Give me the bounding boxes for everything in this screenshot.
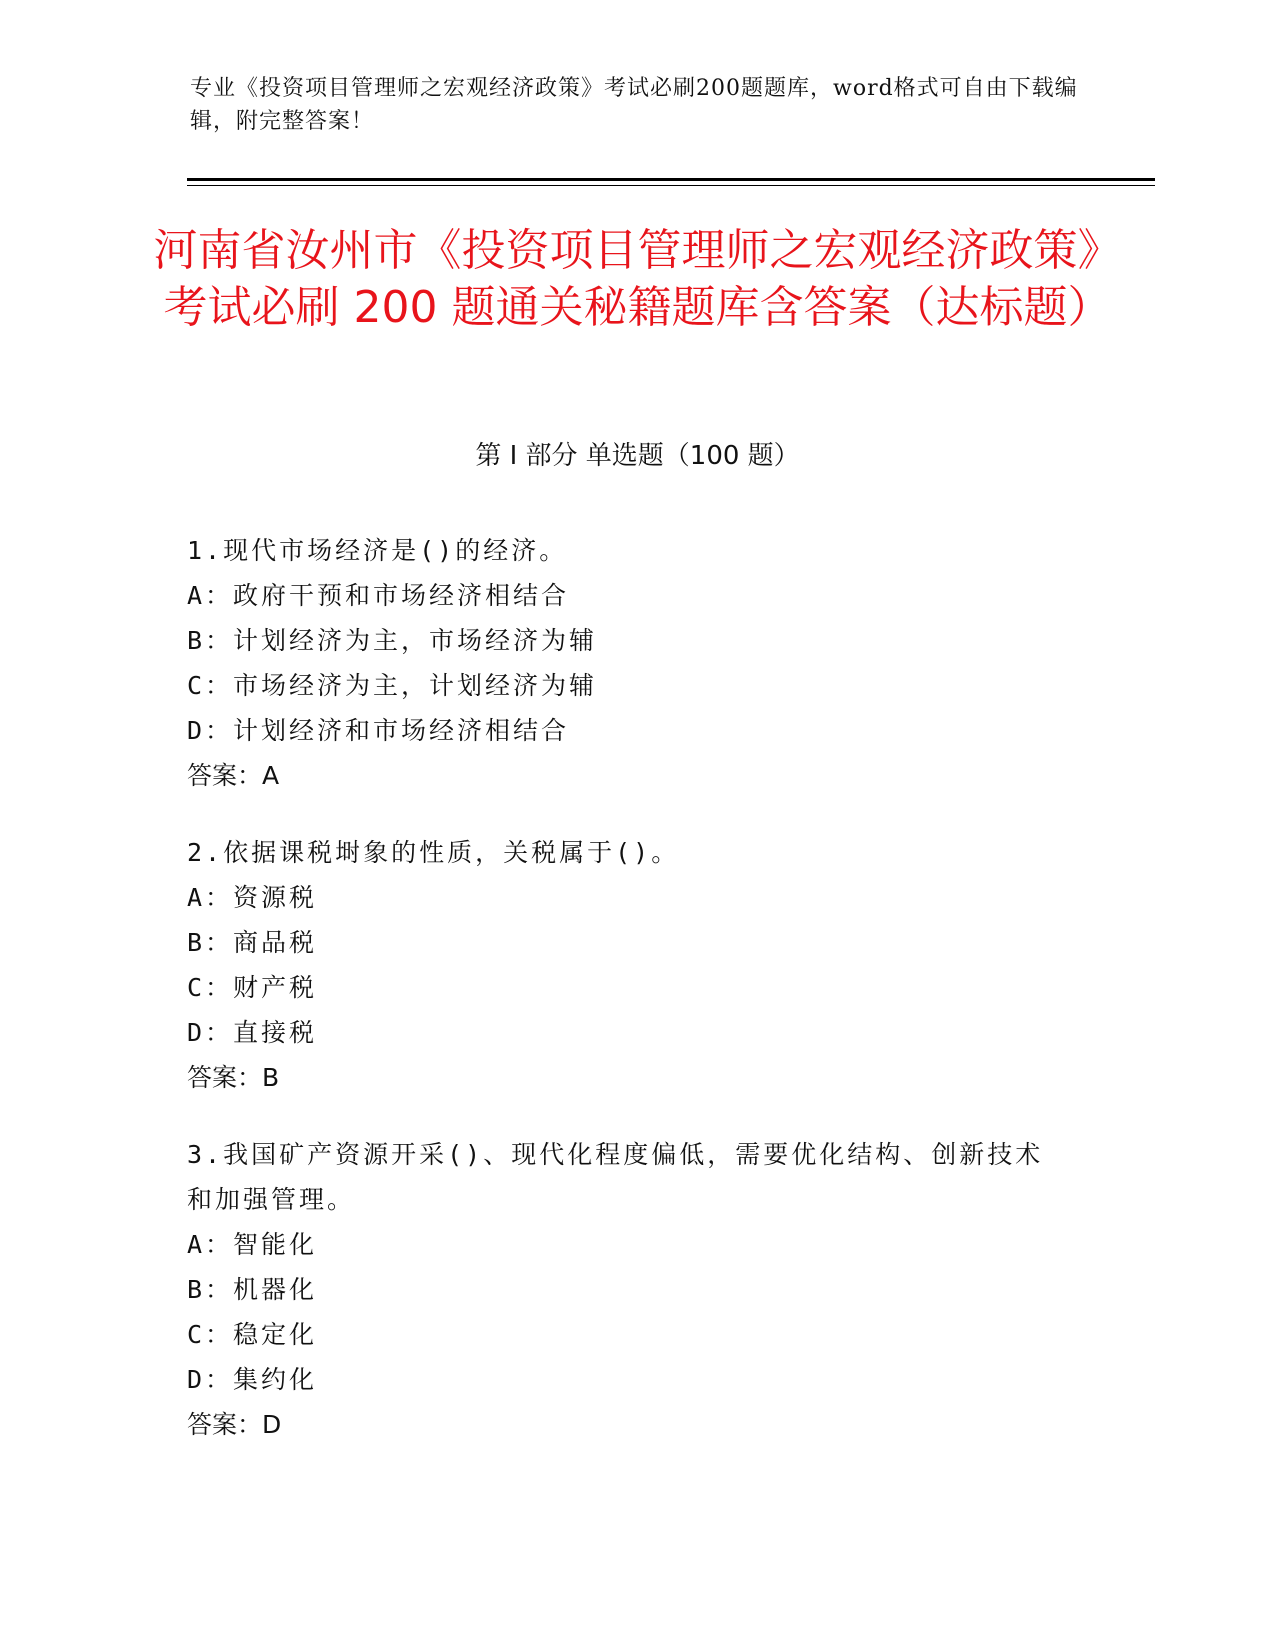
answer: 答案：D xyxy=(187,1410,282,1439)
option-d: D：计划经济和市场经济相结合 xyxy=(187,716,570,745)
option-b: B：机器化 xyxy=(187,1275,318,1304)
option-a: A：智能化 xyxy=(187,1230,318,1259)
header-divider-thin xyxy=(187,185,1155,186)
option-a: A：政府干预和市场经济相结合 xyxy=(187,581,570,610)
option-b: B：商品税 xyxy=(187,928,318,957)
option-c: C：稳定化 xyxy=(187,1320,318,1349)
document-title: 河南省汝州市《投资项目管理师之宏观经济政策》考试必刷 200 题通关秘籍题库含答案（达标题） xyxy=(153,225,1122,333)
question-2 xyxy=(187,830,1067,1100)
option-b: B：计划经济为主，市场经济为辅 xyxy=(187,626,598,655)
section-title: 第 I 部分 单选题（100 题） xyxy=(475,441,800,471)
question-stem: 2.依据课税埘象的性质，关税属于()。 xyxy=(187,838,680,867)
question-list xyxy=(187,528,1067,1479)
answer: 答案：B xyxy=(187,1063,280,1092)
option-d: D：集约化 xyxy=(187,1365,318,1394)
question-1 xyxy=(187,528,1067,798)
header-note: 专业《投资项目管理师之宏观经济政策》考试必刷200题题库，word格式可自由下载编辑，附完整答案！ xyxy=(190,76,1078,134)
answer: 答案：A xyxy=(187,761,280,790)
option-c: C：财产税 xyxy=(187,973,318,1002)
option-d: D：直接税 xyxy=(187,1018,318,1047)
option-c: C：市场经济为主，计划经济为辅 xyxy=(187,671,598,700)
header-divider-thick xyxy=(187,178,1155,181)
question-stem: 1.现代市场经济是()的经济。 xyxy=(187,536,568,565)
question-stem: 3.我国矿产资源开采()、现代化程度偏低，需要优化结构、创新技术和加强管理。 xyxy=(187,1140,1044,1214)
question-3 xyxy=(187,1132,1067,1447)
option-a: A：资源税 xyxy=(187,883,318,912)
